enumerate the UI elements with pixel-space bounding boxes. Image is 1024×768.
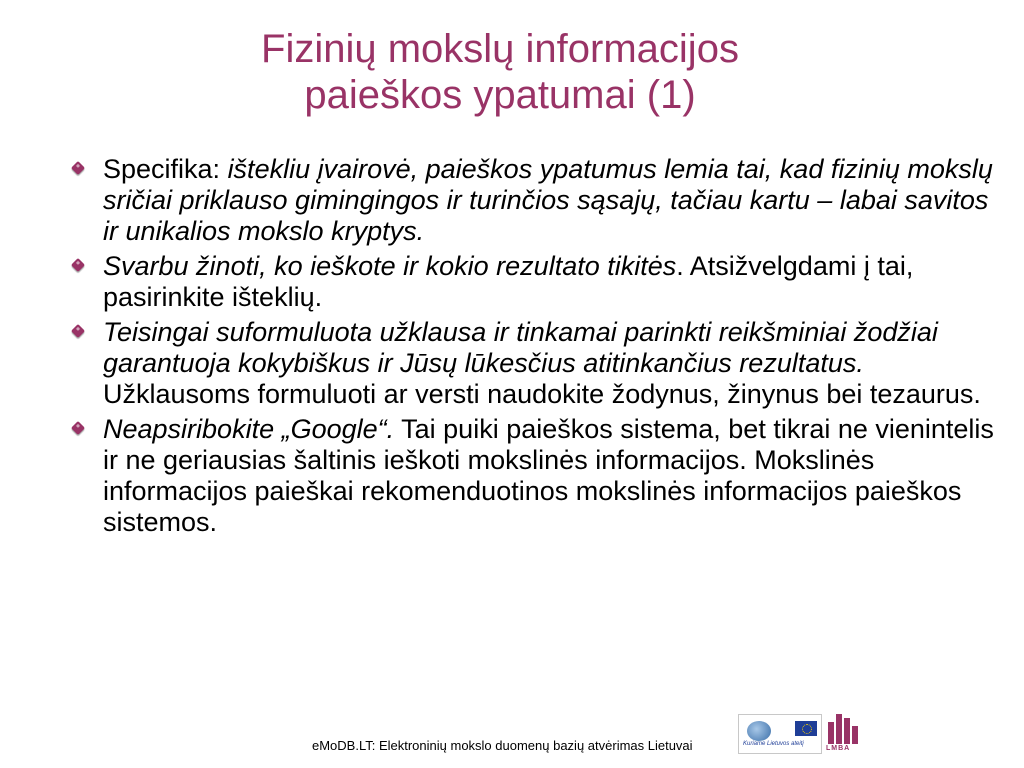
lmba-logo [826,714,862,752]
diamond-bullet-icon [71,421,85,435]
bullet-item-2 [70,251,1000,313]
eu-flag-icon [795,721,817,736]
bullet-4-italic: Neapsiribokite „Google“. [103,414,395,444]
lmba-bar [836,714,842,744]
lmba-bar [852,726,858,744]
lmba-bar [844,718,850,744]
bullet-3-text: Užklausoms formuluoti ar versti naudokite žodynus, žinynus bei tezaurus. [103,379,981,409]
lmba-bar [828,722,834,744]
diamond-bullet-icon [71,161,85,175]
bullet-1-lead: Specifika: [103,154,228,184]
slide-title [0,26,1000,118]
bullet-2-text: . Atsižvelgdami į tai, pasirinkite išteklių. [103,251,914,312]
slide-title-line-2: paieškos ypatumai (1) [304,73,696,117]
bullet-item-1 [70,154,1000,247]
bullet-3-italic: Teisingai suformuluota užklausa ir tinkamai parinkti reikšminiai žodžiai garantuoja kokybiškus ir Jūsų lūkesčius atitinkančius rezultatus. [103,317,938,378]
bullet-list [70,154,1000,542]
bullet-item-4 [70,414,1000,538]
bullet-4-text: Tai puiki paieškos sistema, bet tikrai ne vienintelis ir ne geriausias šaltinis ieškoti mokslinės informacijos. Mokslinės informacijos paieškai rekomenduotinos mokslinės informacijos paieškos sistemos. [103,414,994,537]
esf-slogan: Kuriame Lietuvos ateitį [743,741,804,747]
esf-emblem-icon [747,721,771,741]
bullet-2-italic: Svarbu žinoti, ko ieškote ir kokio rezultato tikitės [103,251,677,281]
diamond-bullet-icon [71,258,85,272]
esf-logo [738,714,822,754]
bullet-1-italic: ištekliu įvairovė, paieškos ypatumus lemia tai, kad fizinių mokslų sričiai priklauso gimingingos ir turinčios sąsajų, tačiau kartu – labai savitos ir unikalios mokslo kryptys. [103,154,993,246]
lmba-logo-text: LMBA [826,745,851,752]
bullet-item-3 [70,317,1000,410]
footer-text: eMoDB.LT: Elektroninių mokslo duomenų bazių atvėrimas Lietuvai [312,738,693,753]
slide-title-line-1: Fizinių mokslų informacijos [261,27,739,71]
diamond-bullet-icon [71,324,85,338]
